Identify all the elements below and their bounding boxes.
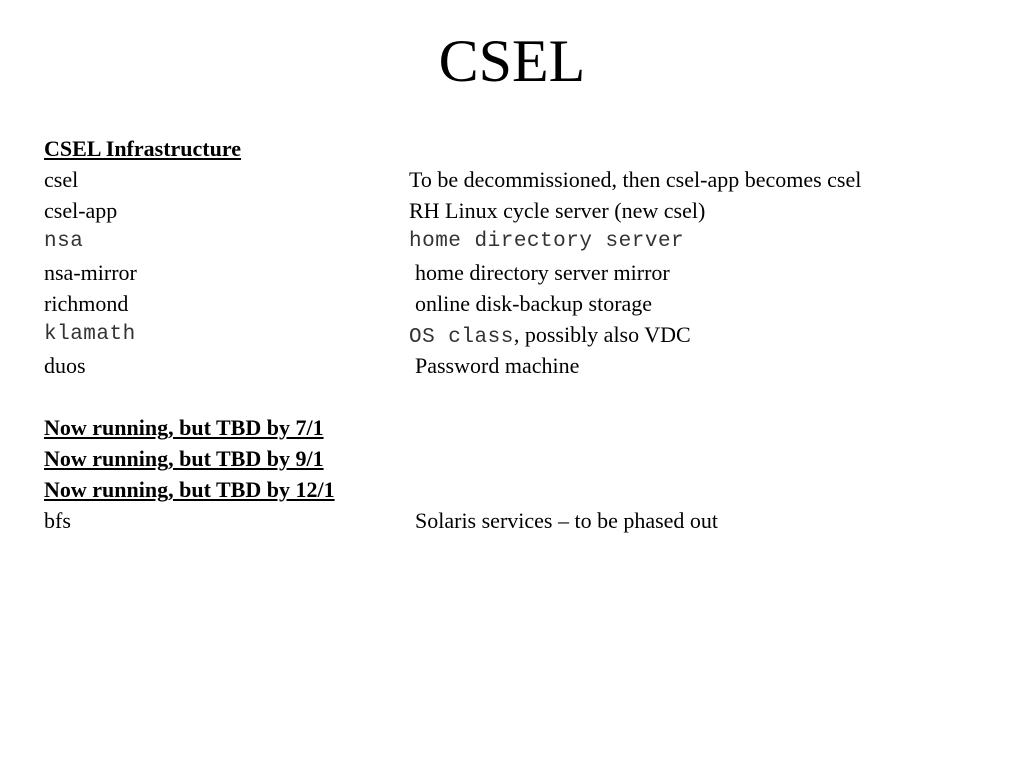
slide-title: CSEL xyxy=(438,28,586,94)
server-row-richmond xyxy=(44,288,1004,319)
server-description: online disk-backup storage xyxy=(415,291,653,316)
server-row-csel-app xyxy=(44,195,1004,226)
server-description: home directory server mirror xyxy=(415,260,670,285)
tbd-heading-7-1: Now running, but TBD by 7/1 xyxy=(44,415,324,440)
server-name: nsa-mirror xyxy=(44,260,137,285)
infrastructure-heading: CSEL Infrastructure xyxy=(44,136,241,161)
tbd-heading-9-1: Now running, but TBD by 9/1 xyxy=(44,446,324,471)
server-row-csel xyxy=(44,164,1004,195)
server-name: csel xyxy=(44,167,79,192)
server-name: nsa xyxy=(44,230,84,253)
server-row-nsa-mirror xyxy=(44,257,1004,288)
server-row-nsa xyxy=(44,226,1004,257)
spacer xyxy=(44,381,1004,412)
server-row-klamath xyxy=(44,319,1004,350)
server-description: home directory server xyxy=(409,230,685,253)
server-description: To be decommissioned, then csel-app becomes csel xyxy=(409,167,862,192)
server-row-duos xyxy=(44,350,1004,381)
server-name: klamath xyxy=(44,323,136,346)
server-name: csel-app xyxy=(44,198,118,223)
server-description: Solaris services – to be phased out xyxy=(415,508,719,533)
server-name: richmond xyxy=(44,291,129,316)
server-description xyxy=(409,319,691,353)
server-description-rest: , possibly also VDC xyxy=(513,322,691,347)
slide-body xyxy=(44,133,1004,536)
server-name: duos xyxy=(44,353,86,378)
server-description-mono: OS class xyxy=(409,326,514,349)
tbd-heading-12-1: Now running, but TBD by 12/1 xyxy=(44,477,335,502)
server-description: RH Linux cycle server (new csel) xyxy=(409,198,706,223)
server-description: Password machine xyxy=(415,353,580,378)
server-name: bfs xyxy=(44,508,71,533)
server-row-bfs xyxy=(44,505,1004,536)
